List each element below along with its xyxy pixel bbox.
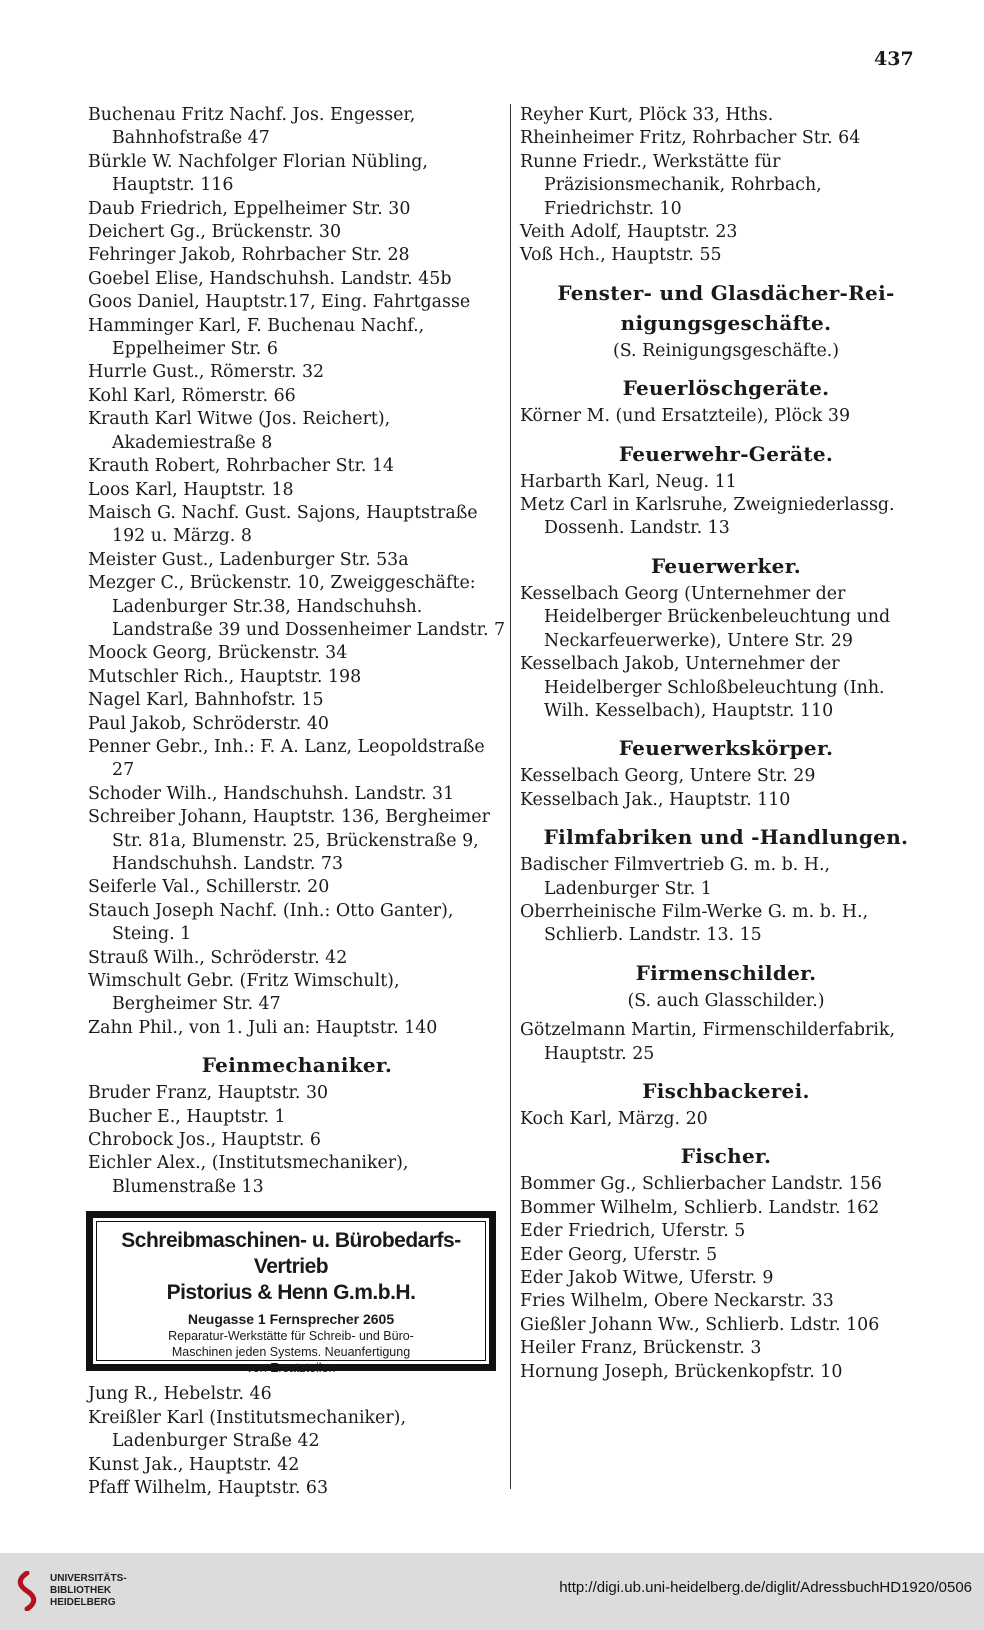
ad-company: Pistorius & Henn G.m.b.H.	[166, 1281, 416, 1305]
directory-entry: Fehringer Jakob, Rohrbacher Str. 28	[88, 245, 410, 266]
directory-entry: Zahn Phil., von 1. Juli an: Hauptstr. 140	[88, 1017, 438, 1038]
directory-entry: Bruder Franz, Hauptstr. 30	[88, 1083, 329, 1104]
directory-entry: Veith Adolf, Hauptstr. 23	[520, 222, 738, 243]
directory-entry: Bommer Wilhelm, Schlierb. Landstr. 162	[520, 1197, 880, 1218]
directory-entry: Eichler Alex., (Institutsmechaniker), Blumenstraße 13	[88, 1153, 409, 1197]
directory-entry: Krauth Robert, Rohrbacher Str. 14	[88, 456, 395, 477]
library-logo-text	[50, 1573, 127, 1609]
directory-entry: Eder Friedrich, Uferstr. 5	[520, 1221, 746, 1242]
directory-entry: Eder Georg, Uferstr. 5	[520, 1244, 718, 1265]
directory-entry: Wimschult Gebr. (Fritz Wimschult), Bergheimer Str. 47	[88, 971, 400, 1015]
entry-list-feuerwerker	[520, 583, 932, 723]
directory-entry: Strauß Wilh., Schröderstr. 42	[88, 947, 348, 968]
directory-entry: Bürkle W. Nachfolger Florian Nübling, Hauptstr. 116	[88, 151, 428, 196]
heading-feinmechaniker: Feinmechaniker.	[201, 1053, 393, 1078]
entry-list-firmenschilder	[520, 1019, 932, 1066]
logo-line-3: HEIDELBERG	[50, 1597, 116, 1608]
heading-film: Filmfabriken und -Handlungen.	[543, 825, 909, 850]
directory-entry: Rheinheimer Fritz, Rohrbacher Str. 64	[520, 128, 861, 149]
directory-entry: Metz Carl in Karlsruhe, Zweigniederlassg. Dossenh. Landstr. 13	[520, 495, 895, 539]
heading-feuerwerkskoerper: Feuerwerkskörper.	[618, 736, 834, 761]
directory-entry: Penner Gebr., Inh.: F. A. Lanz, Leopoldstraße 27	[88, 736, 485, 781]
directory-entry: Kesselbach Jak., Hauptstr. 110	[520, 789, 791, 810]
directory-entry: Krauth Karl Witwe (Jos. Reichert), Akademiestraße 8	[88, 409, 391, 453]
heading-fenster-cont: nigungsgeschäfte.	[620, 310, 832, 335]
directory-entry: Schreiber Johann, Hauptstr. 136, Bergheimer Str. 81a, Blumenstr. 25, Brückenstraße 9, Handschuhsh. Landstr. 73	[88, 807, 490, 874]
directory-entry: Chrobock Jos., Hauptstr. 6	[88, 1130, 321, 1151]
directory-entry: Loos Karl, Hauptstr. 18	[88, 479, 294, 500]
entry-list-feuerwehr	[520, 471, 932, 541]
directory-entry: Reyher Kurt, Plöck 33, Hths.	[520, 105, 774, 125]
directory-entry: Eder Jakob Witwe, Uferstr. 9	[520, 1268, 774, 1288]
directory-entry: Oberrheinische Film-Werke G. m. b. H., Schlierb. Landstr. 13. 15	[520, 901, 869, 946]
logo-line-1: UNIVERSITÄTS-	[50, 1573, 127, 1584]
ad-text-3: von Ersatzteilen	[246, 1361, 336, 1376]
directory-entry: Runne Friedr., Werkstätte für Präzisionsmechanik, Rohrbach, Friedrichstr. 10	[520, 151, 822, 219]
ad-text-2: Maschinen jeden Systems. Neuanfertigung	[171, 1345, 411, 1360]
entry-list-fischer	[520, 1173, 932, 1384]
directory-entry: Daub Friedrich, Eppelheimer Str. 30	[88, 198, 411, 219]
heading-feuerwehr: Feuerwehr-Geräte.	[618, 441, 834, 466]
entry-list-r-a	[520, 104, 932, 268]
directory-entry: Meister Gust., Ladenburger Str. 53a	[88, 549, 409, 570]
note-fenster: (S. Reinigungsgeschäfte.)	[612, 340, 840, 361]
entry-list-film	[520, 854, 932, 948]
directory-entry: Kreißler Karl (Institutsmechaniker), Ladenburger Straße 42	[88, 1407, 406, 1452]
heading-feuerwerker: Feuerwerker.	[651, 553, 801, 578]
right-column	[520, 104, 932, 1384]
advertisement-box	[86, 1211, 496, 1376]
directory-entry: Hornung Joseph, Brückenkopfstr. 10	[520, 1361, 843, 1382]
directory-entry: Badischer Filmvertrieb G. m. b. H., Ladenburger Str. 1	[520, 855, 831, 899]
entry-list-feuerloesch	[520, 405, 932, 428]
heading-fischer: Fischer.	[680, 1144, 772, 1169]
column-divider	[510, 104, 511, 1489]
ad-text-1: Reparatur-Werkstätte für Schreib- und Büro-	[168, 1329, 414, 1344]
directory-entry: Götzelmann Martin, Firmenschilderfabrik, Hauptstr. 25	[520, 1020, 895, 1064]
note-firmenschilder: (S. auch Glasschilder.)	[627, 990, 825, 1011]
directory-entry: Fries Wilhelm, Obere Neckarstr. 33	[520, 1291, 834, 1312]
directory-entry: Koch Karl, Märzg. 20	[520, 1108, 708, 1129]
viewer-footer-bar	[0, 1553, 984, 1630]
directory-entry: Moock Georg, Brückenstr. 34	[88, 643, 348, 664]
directory-entry: Seiferle Val., Schillerstr. 20	[88, 877, 330, 898]
directory-entry: Bucher E., Hauptstr. 1	[88, 1106, 286, 1127]
directory-entry: Kohl Karl, Römerstr. 66	[88, 385, 296, 406]
directory-entry: Maisch G. Nachf. Gust. Sajons, Hauptstraße 192 u. Märzg. 8	[88, 502, 478, 547]
directory-entry: Deichert Gg., Brückenstr. 30	[88, 222, 342, 243]
directory-entry: Körner M. (und Ersatzteile), Plöck 39	[520, 406, 851, 427]
heading-fenster: Fenster- und Glasdächer-Rei-	[557, 280, 895, 305]
advertisement-inner	[96, 1221, 486, 1376]
directory-entry: Bommer Gg., Schlierbacher Landstr. 156	[520, 1174, 882, 1195]
university-library-logo-icon	[12, 1571, 42, 1611]
directory-entry: Mezger C., Brückenstr. 10, Zweiggeschäfte: Ladenburger Str.38, Handschuhsh. Landstraße 39 und Dossenheimer Landstr. 7	[88, 573, 506, 640]
entry-list-feuerwerkskoerper	[520, 765, 932, 812]
directory-entry: Voß Hch., Hauptstr. 55	[520, 245, 722, 266]
ad-address: Neugasse 1 Fernsprecher 2605	[187, 1311, 395, 1328]
directory-entry: Kesselbach Georg (Unternehmer der Heidelberger Brückenbeleuchtung und Neckarfeuerwerke), Untere Str. 29	[520, 583, 891, 651]
ad-headline: Schreibmaschinen- u. Bürobedarfs-Vertrieb	[121, 1229, 461, 1279]
directory-entry: Goos Daniel, Hauptstr.17, Eing. Fahrtgasse	[88, 292, 471, 313]
directory-entry: Hamminger Karl, F. Buchenau Nachf., Eppelheimer Str. 6	[88, 315, 425, 360]
directory-entry: Hurrle Gust., Römerstr. 32	[88, 362, 325, 383]
page-number: 437	[874, 48, 914, 70]
directory-entry: Heiler Franz, Brückenstr. 3	[520, 1338, 762, 1359]
directory-entry: Kesselbach Jakob, Unternehmer der Heidelberger Schloßbeleuchtung (Inh. Wilh. Kesselbach), Hauptstr. 110	[520, 654, 885, 721]
directory-entry: Kesselbach Georg, Untere Str. 29	[520, 766, 816, 787]
directory-entry: Gießler Johann Ww., Schlierb. Ldstr. 106	[520, 1314, 880, 1335]
directory-entry: Pfaff Wilhelm, Hauptstr. 63	[88, 1477, 329, 1498]
directory-entry: Nagel Karl, Bahnhofstr. 15	[88, 690, 324, 711]
directory-entry: Jung R., Hebelstr. 46	[88, 1384, 272, 1405]
directory-entry: Stauch Joseph Nachf. (Inh.: Otto Ganter), Steing. 1	[88, 900, 454, 945]
directory-entry: Kunst Jak., Hauptstr. 42	[88, 1454, 300, 1475]
logo-line-2: BIBLIOTHEK	[50, 1585, 112, 1596]
entry-list-b	[88, 1082, 506, 1199]
directory-entry: Harbarth Karl, Neug. 11	[520, 471, 737, 492]
entry-list-a	[88, 104, 506, 1040]
entry-list-fischbackerei	[520, 1108, 932, 1131]
directory-entry: Schoder Wilh., Handschuhsh. Landstr. 31	[88, 783, 455, 804]
directory-entry: Paul Jakob, Schröderstr. 40	[88, 713, 329, 734]
directory-entry: Buchenau Fritz Nachf. Jos. Engesser, Bahnhofstraße 47	[88, 105, 416, 149]
heading-feuerloesch: Feuerlöschgeräte.	[622, 376, 830, 401]
directory-entry: Mutschler Rich., Hauptstr. 198	[88, 666, 362, 687]
entry-list-c	[88, 1383, 506, 1500]
directory-entry: Goebel Elise, Handschuhsh. Landstr. 45b	[88, 268, 452, 289]
heading-fischbackerei: Fischbackerei.	[642, 1078, 810, 1103]
permalink-url[interactable]: http://digi.ub.uni-heidelberg.de/diglit/AdressbuchHD1920/0506	[559, 1579, 972, 1596]
left-column	[88, 104, 506, 1500]
heading-firmenschilder: Firmenschilder.	[635, 960, 817, 985]
